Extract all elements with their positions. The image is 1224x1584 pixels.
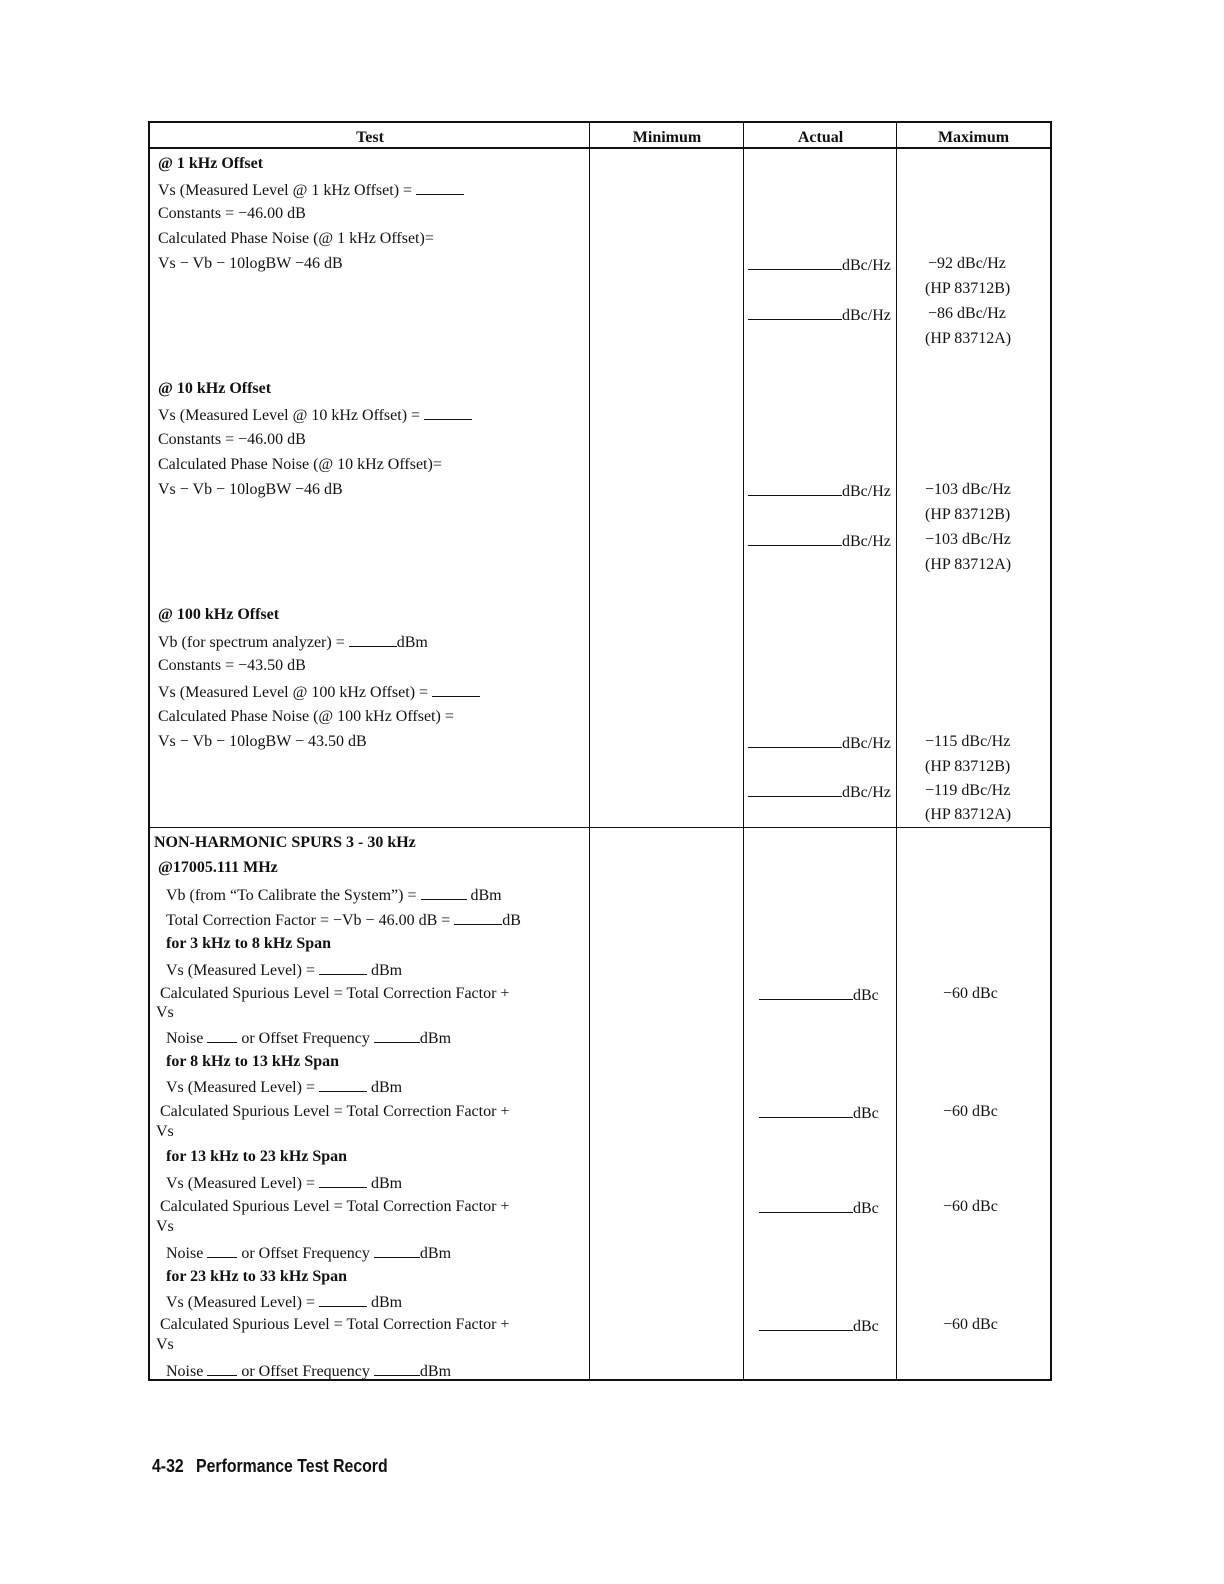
blank-field[interactable] (374, 1361, 420, 1376)
span-13-23khz: for 13 kHz to 23 kHz Span (166, 1148, 348, 1165)
calc-spurious-level: Calculated Spurious Level = Total Correction Factor + (160, 1316, 510, 1333)
blank-field[interactable] (319, 960, 367, 975)
column-divider (896, 123, 897, 1379)
actual-field-spur-4[interactable]: dBc (759, 1316, 879, 1336)
span-8-13khz: for 8 kHz to 13 kHz Span (166, 1053, 340, 1070)
vs-measured-level: Vs (Measured Level) = dBm (166, 1294, 403, 1311)
blank-field[interactable] (349, 632, 397, 647)
calc-spurious-level: Calculated Spurious Level = Total Correction Factor + (160, 985, 510, 1002)
calc-spurious-level: Calculated Spurious Level = Total Correction Factor + (160, 1198, 510, 1215)
max-1khz-a: −86 dBc/Hz (928, 305, 1006, 322)
span-23-33khz: for 23 kHz to 33 kHz Span (166, 1268, 348, 1285)
vs-measured-level: Vs (Measured Level) = dBm (166, 1079, 403, 1096)
header-actual: Actual (744, 123, 897, 149)
max-10khz-b: −103 dBc/Hz (925, 481, 1011, 498)
noise-offset: Noise or Offset Frequency dBm (166, 1030, 452, 1047)
calc-phase-noise-1khz: Calculated Phase Noise (@ 1 kHz Offset)= (158, 230, 434, 247)
section-title-10khz: @ 10 kHz Offset (158, 380, 272, 397)
header-test: Test (150, 123, 590, 149)
vs-measured-level: Vs (Measured Level) = dBm (166, 962, 403, 979)
span-3-8khz: for 3 kHz to 8 kHz Span (166, 935, 332, 952)
calc-phase-noise-10khz: Calculated Phase Noise (@ 10 kHz Offset)= (158, 456, 442, 473)
blank-field[interactable] (374, 1243, 420, 1258)
max-1khz-b: −92 dBc/Hz (928, 255, 1006, 272)
header-maximum: Maximum (897, 123, 1050, 149)
model-83712b: (HP 83712B) (925, 758, 1011, 775)
actual-field-10khz-b[interactable]: dBc/Hz (748, 481, 891, 501)
page-footer (152, 1456, 388, 1477)
header-minimum: Minimum (590, 123, 744, 149)
constants-10khz: Constants = −46.00 dB (158, 431, 306, 448)
blank-field[interactable] (421, 885, 467, 900)
measured-level-100khz: Vs (Measured Level @ 100 kHz Offset) = (158, 682, 480, 702)
vb-spectrum-analyzer: Vb (for spectrum analyzer) = dBm (158, 634, 428, 651)
max-100khz-b: −115 dBc/Hz (925, 733, 1011, 750)
measured-level-10khz: Vs (Measured Level @ 10 kHz Offset) = (158, 405, 472, 425)
section-title-100khz: @ 100 kHz Offset (158, 606, 280, 623)
max-100khz-a: −119 dBc/Hz (925, 782, 1011, 799)
actual-field-1khz-a[interactable]: dBc/Hz (748, 305, 891, 325)
actual-field-100khz-a[interactable]: dBc/Hz (748, 782, 891, 802)
blank-field[interactable] (207, 1243, 237, 1258)
formula-10khz: Vs − Vb − 10logBW −46 dB (158, 481, 343, 498)
blank-field[interactable] (319, 1077, 367, 1092)
blank-field[interactable] (416, 180, 464, 195)
section-divider (150, 827, 1050, 828)
constants-1khz: Constants = −46.00 dB (158, 205, 306, 222)
blank-field[interactable] (432, 682, 480, 697)
actual-field-spur-2[interactable]: dBc (759, 1103, 879, 1123)
blank-field[interactable] (454, 910, 502, 925)
vb-calibrate: Vb (from “To Calibrate the System”) = dBm (166, 887, 502, 904)
blank-field[interactable] (319, 1292, 367, 1307)
model-83712a: (HP 83712A) (925, 330, 1012, 347)
actual-field-10khz-a[interactable]: dBc/Hz (748, 531, 891, 551)
calc-spurious-vs: Vs (156, 1004, 174, 1021)
constants-100khz: Constants = −43.50 dB (158, 657, 306, 674)
column-divider (589, 123, 590, 1379)
page-number: 4-32 (152, 1456, 184, 1476)
formula-1khz: Vs − Vb − 10logBW −46 dB (158, 255, 343, 272)
model-83712b: (HP 83712B) (925, 280, 1011, 297)
section-title-1khz: @ 1 kHz Offset (158, 155, 264, 172)
footer-title: Performance Test Record (196, 1456, 388, 1476)
formula-100khz: Vs − Vb − 10logBW − 43.50 dB (158, 733, 367, 750)
noise-offset: Noise or Offset Frequency dBm (166, 1245, 452, 1262)
actual-field-spur-3[interactable]: dBc (759, 1198, 879, 1218)
blank-field[interactable] (424, 405, 472, 420)
actual-field-spur-1[interactable]: dBc (759, 985, 879, 1005)
section-title-spurs: NON-HARMONIC SPURS 3 - 30 kHz (154, 834, 416, 851)
model-83712a: (HP 83712A) (925, 556, 1012, 573)
blank-field[interactable] (319, 1173, 367, 1188)
blank-field[interactable] (374, 1028, 420, 1043)
calc-spurious-level: Calculated Spurious Level = Total Correction Factor + (160, 1103, 510, 1120)
blank-field[interactable] (207, 1361, 237, 1376)
max-spur-2: −60 dBc (943, 1103, 998, 1120)
max-10khz-a: −103 dBc/Hz (925, 531, 1011, 548)
max-spur-3: −60 dBc (943, 1198, 998, 1215)
calc-phase-noise-100khz: Calculated Phase Noise (@ 100 kHz Offset) = (158, 708, 454, 725)
max-spur-1: −60 dBc (943, 985, 998, 1002)
max-spur-4: −60 dBc (943, 1316, 998, 1333)
calc-spurious-vs: Vs (156, 1123, 174, 1140)
column-divider (743, 123, 744, 1379)
noise-offset: Noise or Offset Frequency dBm (166, 1363, 452, 1380)
actual-field-100khz-b[interactable]: dBc/Hz (748, 733, 891, 753)
model-83712a: (HP 83712A) (925, 806, 1012, 823)
model-83712b: (HP 83712B) (925, 506, 1011, 523)
calc-spurious-vs: Vs (156, 1218, 174, 1235)
blank-field[interactable] (207, 1028, 237, 1043)
vs-measured-level: Vs (Measured Level) = dBm (166, 1175, 403, 1192)
total-correction-factor: Total Correction Factor = −Vb − 46.00 dB = dB (166, 912, 521, 929)
calc-spurious-vs: Vs (156, 1336, 174, 1353)
spur-frequency: @17005.111 MHz (158, 859, 278, 876)
actual-field-1khz-b[interactable]: dBc/Hz (748, 255, 891, 275)
measured-level-1khz: Vs (Measured Level @ 1 kHz Offset) = (158, 180, 464, 200)
